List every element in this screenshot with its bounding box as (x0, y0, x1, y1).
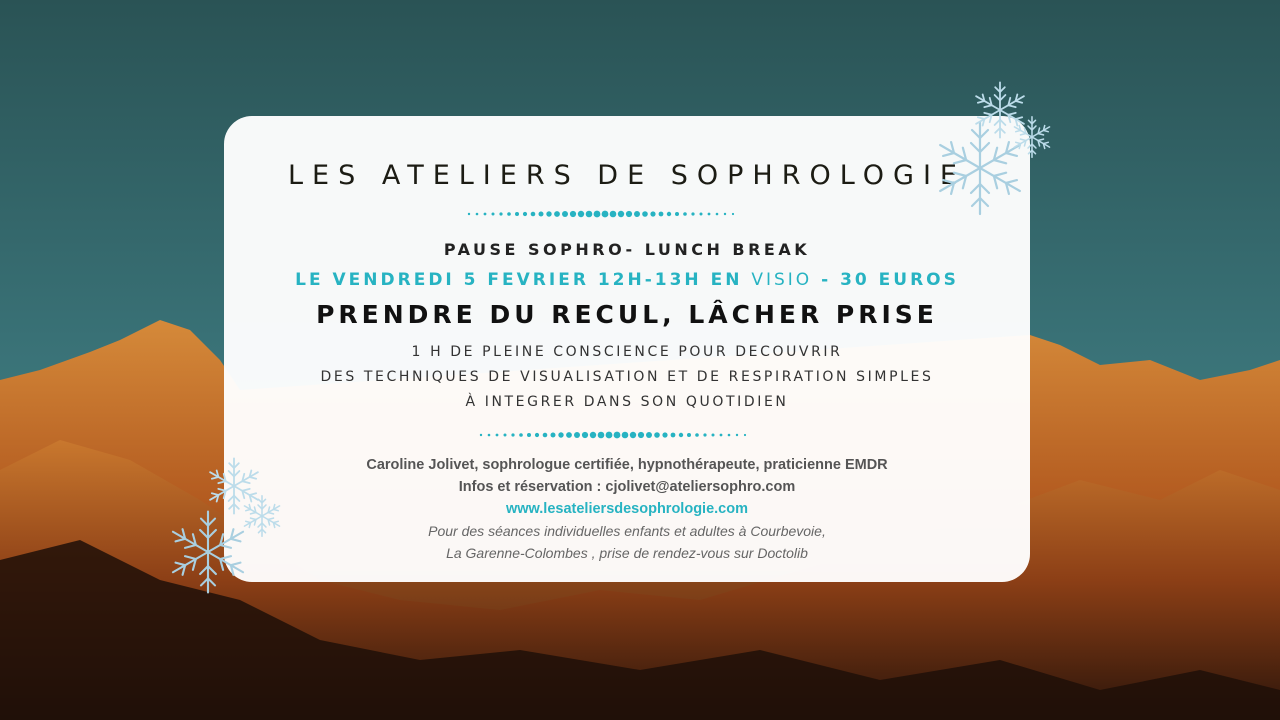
event-date-main: LE VENDREDI 5 FEVRIER 12H-13H EN (295, 270, 752, 290)
event-format: VISIO (751, 270, 813, 290)
snowflake-icon-large-bottom (164, 508, 252, 596)
author-credentials: Caroline Jolivet, sophrologue certifiée, hypnothérapeute, praticienne EMDR (366, 457, 888, 473)
description-line-2: DES TECHNIQUES DE VISUALISATION ET DE RESPIRATION SIMPLES (320, 369, 934, 385)
snowflake-icon-tiny-top (1010, 115, 1054, 159)
page-title: LES ATELIERS DE SOPHROLOGIE (288, 160, 966, 191)
contact-email[interactable]: Infos et réservation : cjolivet@ateliersophro.com (458, 479, 796, 495)
event-headline: PRENDRE DU RECUL, LÂCHER PRISE (316, 300, 938, 329)
event-price: - 30 EUROS (812, 270, 959, 290)
snowflake-icon-tiny-bottom (240, 494, 284, 538)
note-line-1: Pour des séances individuelles enfants et adultes à Courbevoie, (428, 523, 826, 539)
event-subtitle: PAUSE SOPHRO- LUNCH BREAK (443, 240, 811, 259)
note-line-2: La Garenne-Colombes , prise de rendez-vous sur Doctolib (446, 545, 808, 561)
website-link[interactable]: www.lesateliersdesophrologie.com (505, 501, 748, 517)
dotted-divider-bottom (224, 430, 1030, 440)
description-line-1: 1 H DE PLEINE CONSCIENCE POUR DECOUVRIR (411, 344, 843, 360)
event-card (224, 116, 1030, 582)
event-date (224, 270, 1030, 290)
dotted-divider-top (224, 209, 1030, 219)
description-line-3: À INTEGRER DANS SON QUOTIDIEN (465, 394, 789, 410)
